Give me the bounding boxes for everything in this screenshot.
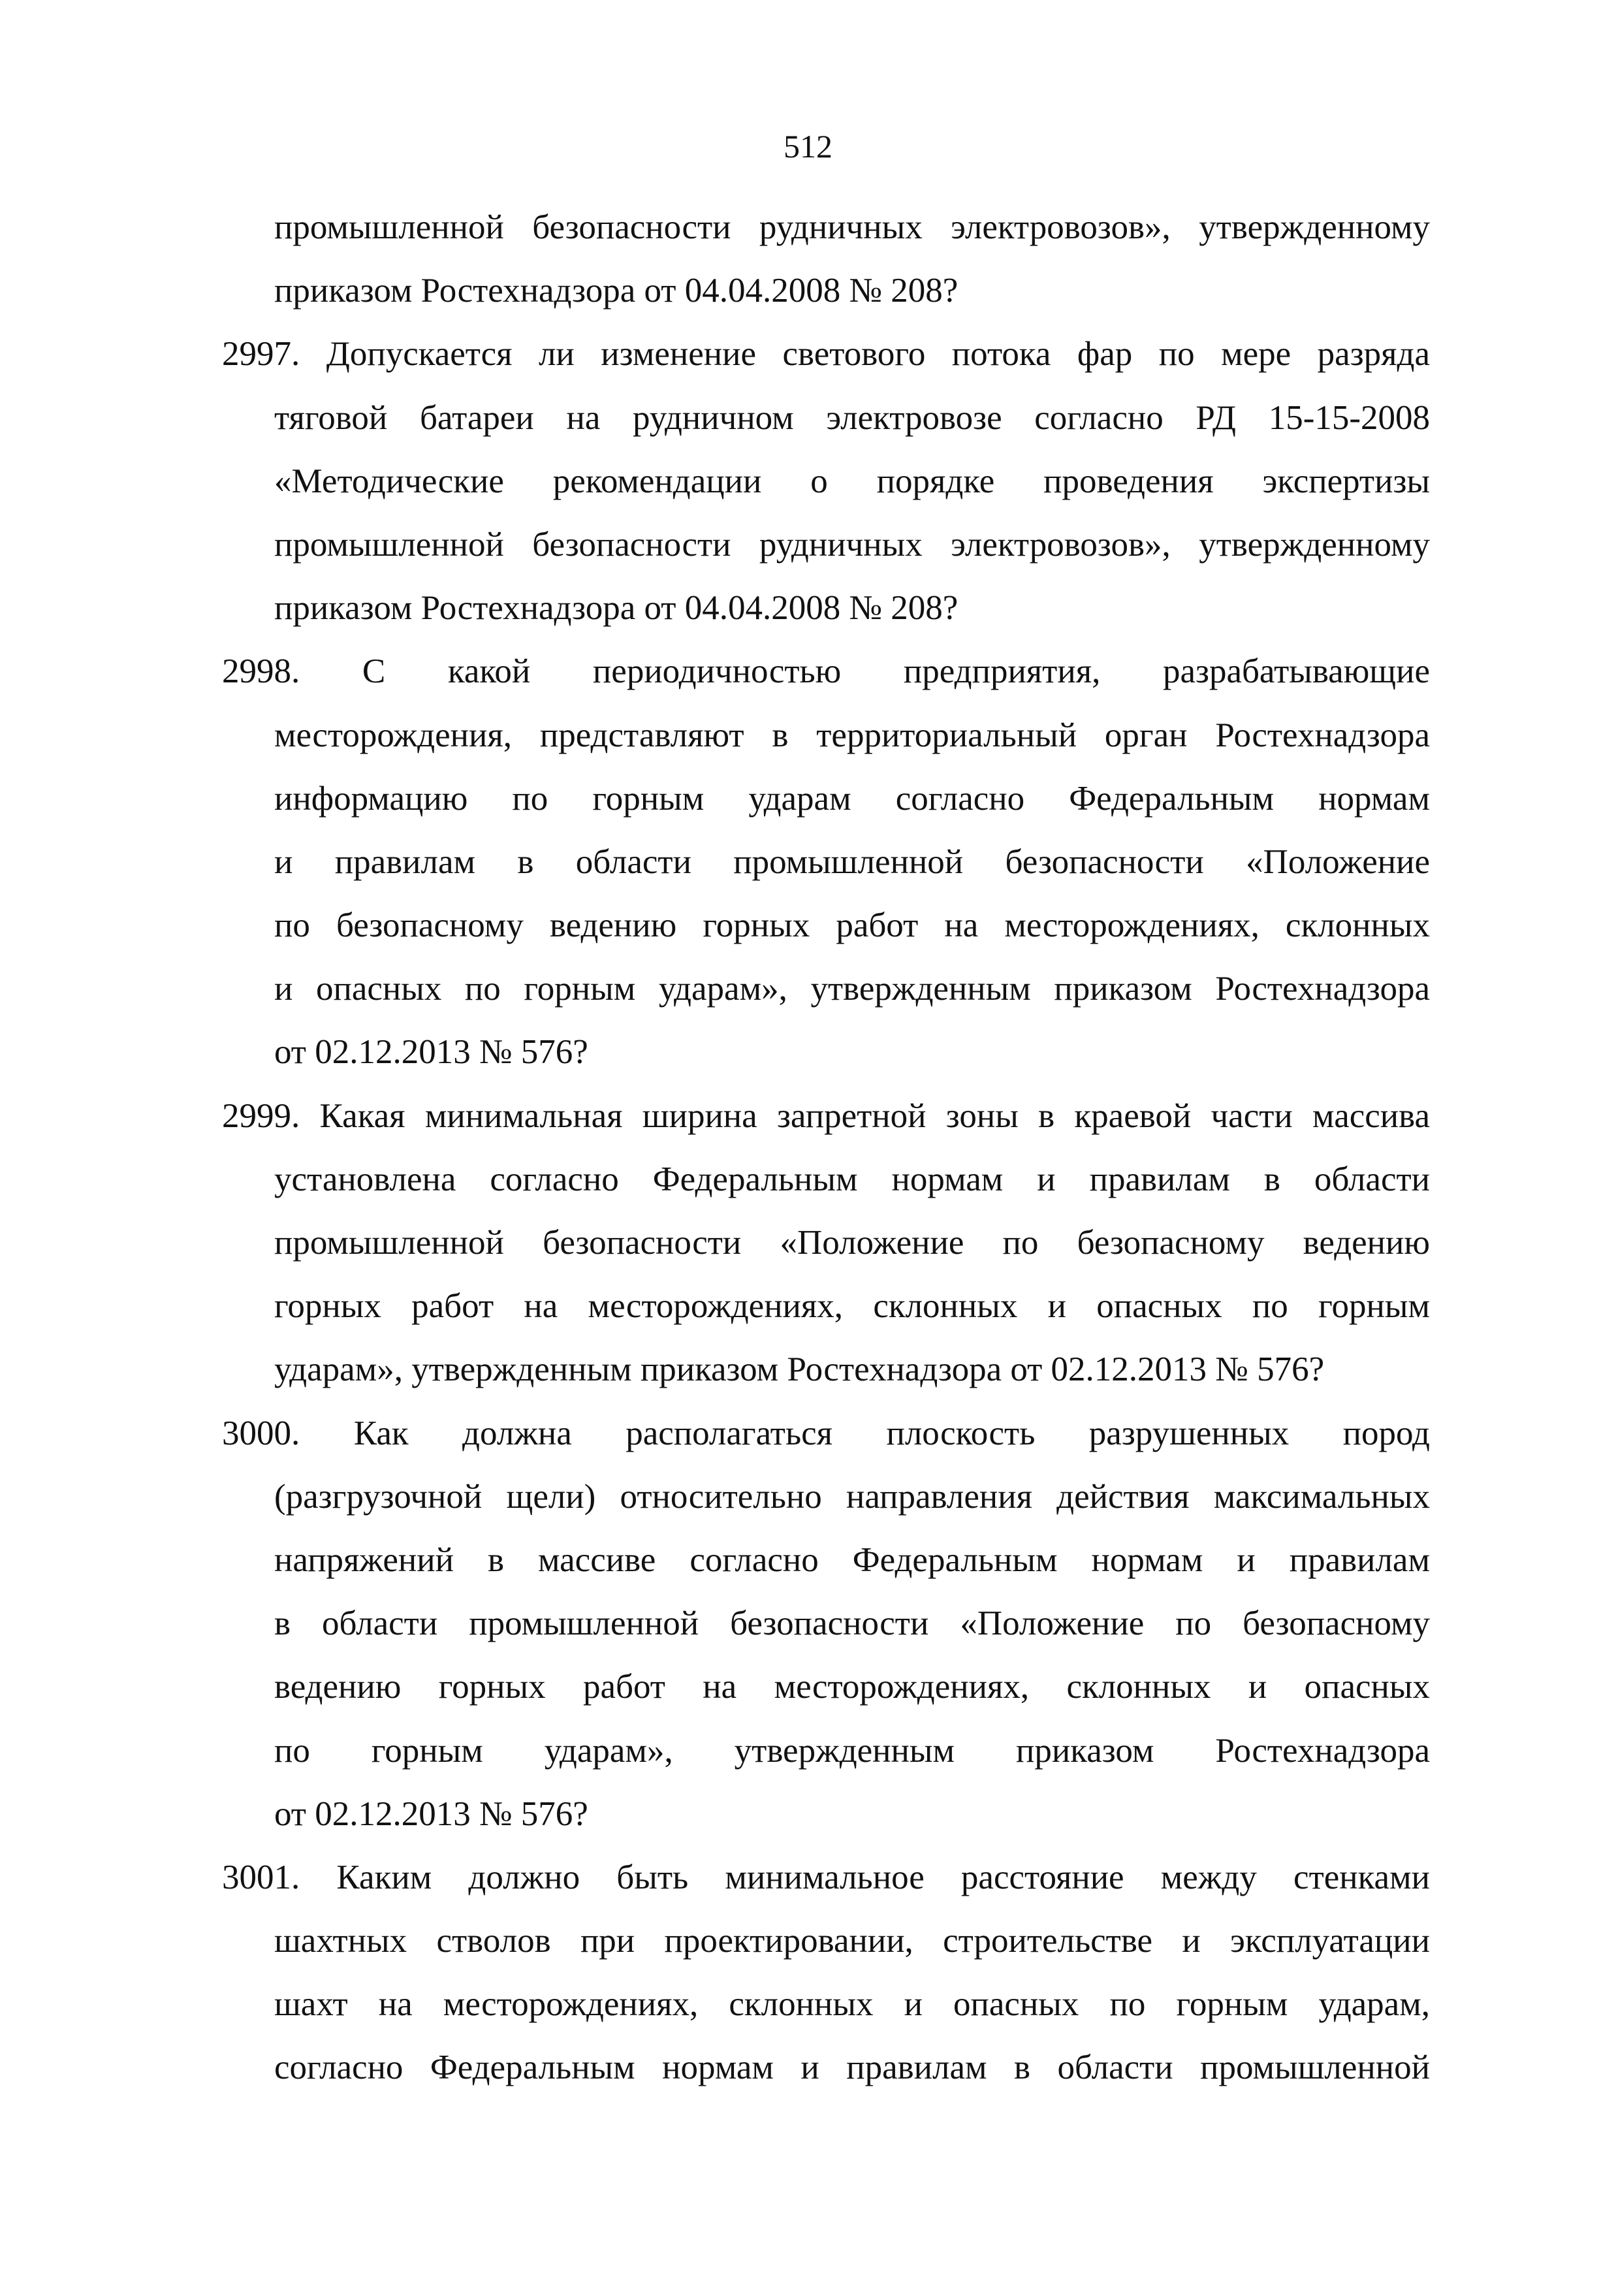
text-line: шахт на месторождениях, склонных и опасных по горным ударам, bbox=[274, 1985, 1430, 2024]
text-line: от 02.12.2013 № 576? bbox=[274, 1794, 588, 1833]
text-line: промышленной безопасности рудничных электровозов», утвержденному bbox=[274, 208, 1430, 246]
text-line: и правилам в области промышленной безопасности «Положение bbox=[274, 842, 1430, 881]
text-line: в области промышленной безопасности «Положение по безопасному bbox=[274, 1604, 1430, 1643]
text-line: ведению горных работ на месторождениях, склонных и опасных bbox=[274, 1668, 1430, 1706]
text-line: «Методические рекомендации о порядке проведения экспертизы bbox=[274, 462, 1430, 500]
document-body bbox=[222, 196, 1430, 2100]
text-line: и опасных по горным ударам», утвержденным приказом Ростехнадзора bbox=[274, 970, 1430, 1008]
text-line: приказом Ростехнадзора от 04.04.2008 № 208? bbox=[274, 272, 959, 310]
text-line: от 02.12.2013 № 576? bbox=[274, 1033, 588, 1072]
question-first-line: 2997. Допускается ли изменение светового потока фар по мере разряда bbox=[222, 335, 1430, 374]
text-line: по безопасному ведению горных работ на месторождениях, склонных bbox=[274, 906, 1430, 945]
question-first-line: 2999. Какая минимальная ширина запретной зоны в краевой части массива bbox=[222, 1096, 1430, 1135]
text-line: шахтных стволов при проектировании, строительстве и эксплуатации bbox=[274, 1922, 1430, 1960]
text-line: приказом Ростехнадзора от 04.04.2008 № 208? bbox=[274, 589, 959, 628]
page-number: 512 bbox=[784, 128, 832, 165]
text-line: промышленной безопасности рудничных электровозов», утвержденному bbox=[274, 525, 1430, 564]
text-line: напряжений в массиве согласно Федеральным нормам и правилам bbox=[274, 1540, 1430, 1579]
text-line: ударам», утвержденным приказом Ростехнадзора от 02.12.2013 № 576? bbox=[274, 1350, 1325, 1389]
text-line: по горным ударам», утвержденным приказом Ростехнадзора bbox=[274, 1731, 1430, 1770]
text-line: установлена согласно Федеральным нормам и правилам в области bbox=[274, 1160, 1430, 1198]
text-line: промышленной безопасности «Положение по безопасному ведению bbox=[274, 1224, 1430, 1262]
text-line: горных работ на месторождениях, склонных и опасных по горным bbox=[274, 1287, 1430, 1326]
text-line: информацию по горным ударам согласно Федеральным нормам bbox=[274, 779, 1430, 818]
text-line: тяговой батареи на рудничном электровозе согласно РД 15-15-2008 bbox=[274, 398, 1430, 437]
question-first-line: 2998. С какой периодичностью предприятия, разрабатывающие bbox=[222, 652, 1430, 691]
question-first-line: 3000. Как должна располагаться плоскость разрушенных пород bbox=[222, 1414, 1430, 1452]
text-line: месторождения, представляют в территориальный орган Ростехнадзора bbox=[274, 716, 1430, 754]
text-line: (разгрузочной щели) относительно направления действия максимальных bbox=[274, 1477, 1430, 1516]
text-line: согласно Федеральным нормам и правилам в области промышленной bbox=[274, 2049, 1430, 2087]
question-first-line: 3001. Каким должно быть минимальное расстояние между стенками bbox=[222, 1858, 1430, 1896]
